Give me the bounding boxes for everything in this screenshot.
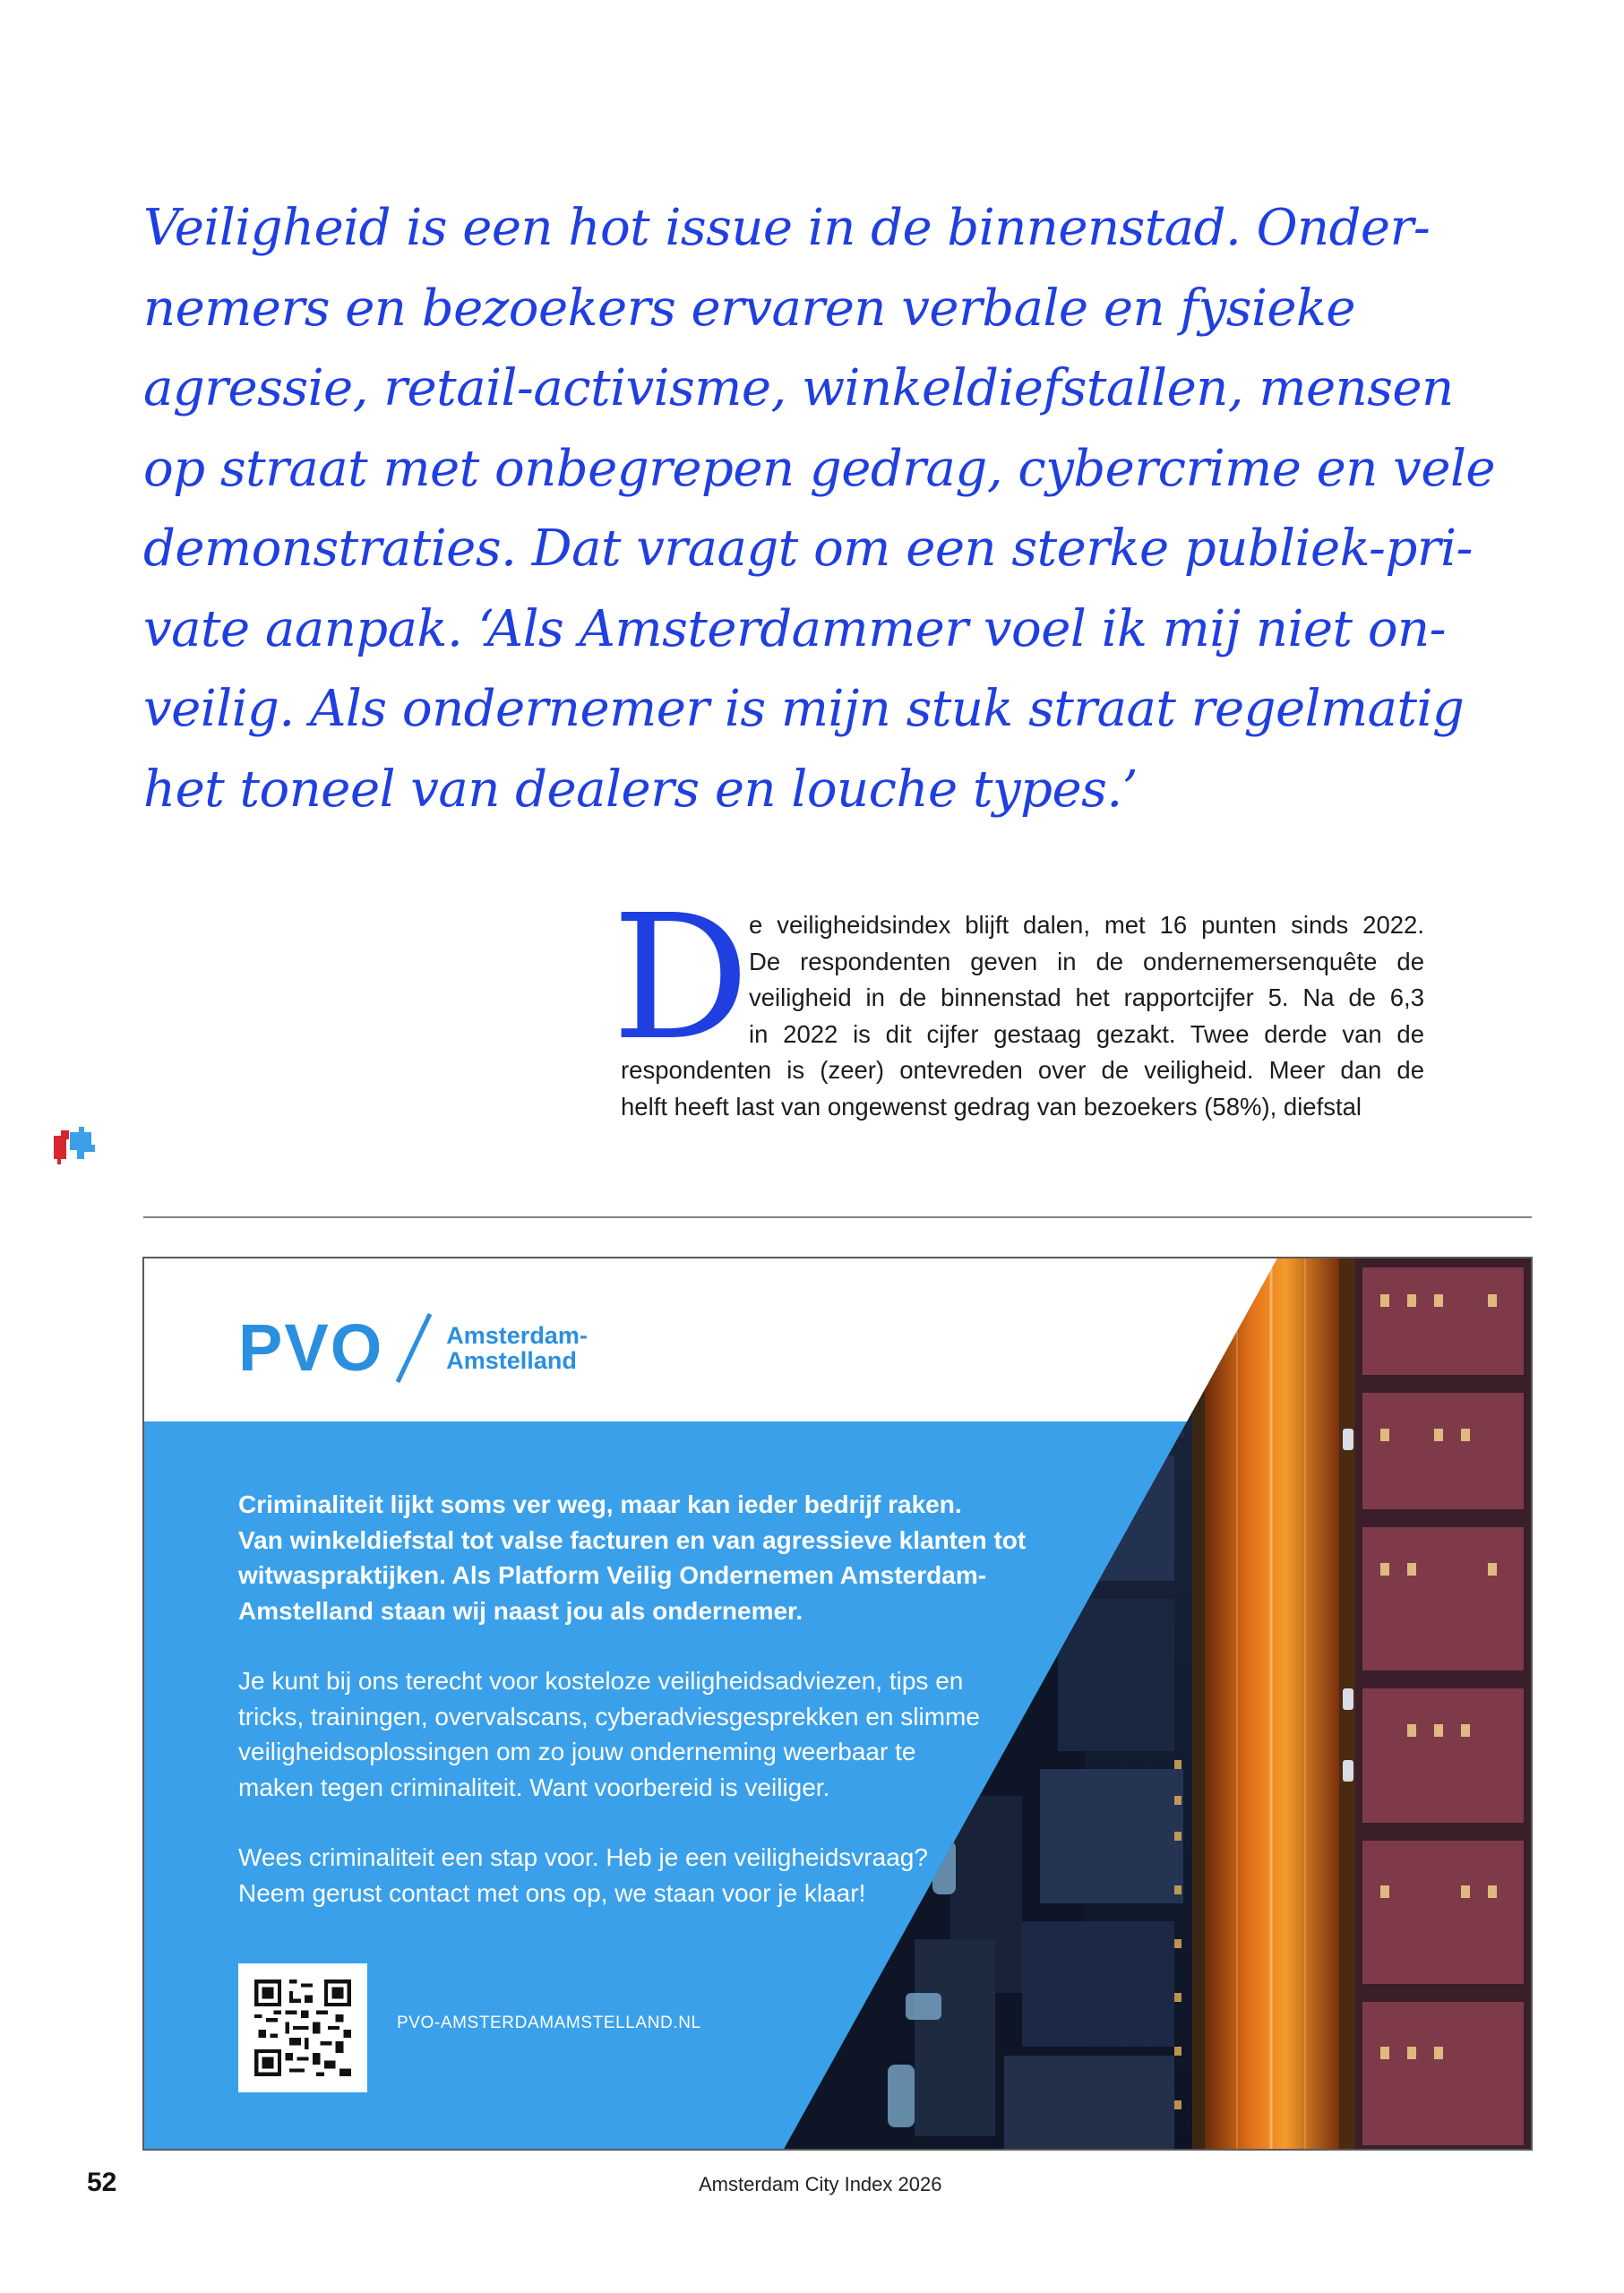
- ad-paragraph-intro: [238, 1487, 1134, 1628]
- pvo-website-link[interactable]: PVO-AMSTERDAMAMSTELLAND.NL: [397, 2014, 701, 2032]
- publication-mark-icon: [50, 1127, 95, 1166]
- pvo-logo-place: [446, 1323, 588, 1373]
- intro-line: vate aanpak. ‘Als Amsterdammer voel ik mij niet on-: [143, 599, 1447, 658]
- ad-line: veiligheidsoplossingen om zo jouw onderneming weerbaar te: [238, 1738, 916, 1765]
- ad-line: Criminaliteit lijkt soms ver weg, maar kan ieder bedrijf raken.: [238, 1490, 962, 1518]
- ad-line: witwaspraktijken. Als Platform Veilig Ondernemen Amsterdam-: [238, 1561, 987, 1589]
- intro-line: op straat met onbegrepen gedrag, cybercrime en vele: [143, 439, 1496, 498]
- intro-line: agressie, retail-activisme, winkeldiefstallen, mensen: [143, 359, 1454, 417]
- page-number: 52: [87, 2168, 117, 2197]
- ad-line: maken tegen criminaliteit. Want voorbereid is veiliger.: [238, 1773, 830, 1801]
- publication-title: Amsterdam City Index 2026: [699, 2173, 942, 2195]
- intro-line: het toneel van dealers en louche types.’: [143, 760, 1138, 819]
- logo-place-line: Amsterdam-: [446, 1322, 588, 1349]
- qr-code[interactable]: [238, 1963, 367, 2092]
- qr-code-icon: [254, 1980, 351, 2076]
- pvo-logo: [238, 1312, 588, 1384]
- ad-paragraph-contact: [238, 1840, 1134, 1911]
- ad-line: Van winkeldiefstal tot valse facturen en van agressieve klanten tot: [238, 1525, 1027, 1554]
- intro-line: demonstraties. Dat vraagt om een sterke publiek-pri-: [143, 520, 1473, 578]
- logo-slash-icon: [387, 1312, 441, 1384]
- intro-line: Veiligheid is een hot issue in de binnenstad. Onder-: [143, 199, 1431, 257]
- intro-quote: [143, 188, 1541, 829]
- ad-line: Amstelland staan wij naast jou als ondernemer.: [238, 1596, 803, 1625]
- ad-line: tricks, trainingen, overvalscans, cyberadviesgesprekken en slimme: [238, 1702, 980, 1730]
- intro-line: nemers en bezoekers ervaren verbale en fysieke: [143, 279, 1356, 338]
- article-line: veiligheid in de binnenstad het rapportcijfer 5. Na de 6,3: [749, 983, 1424, 1012]
- article-body: [621, 907, 1424, 1126]
- pvo-advertisement: [142, 1257, 1533, 2151]
- article-line: helft heeft last van ongewenst gedrag van bezoekers (58%), diefstal: [621, 1092, 1362, 1121]
- drop-cap: D: [612, 879, 750, 1078]
- article-line: e veiligheidsindex blijft dalen, met 16 punten sinds 2022.: [749, 911, 1424, 939]
- article-line: in 2022 is dit cijfer gestaag gezakt. Twee derde van de: [749, 1019, 1424, 1048]
- intro-line: veilig. Als ondernemer is mijn stuk straat regelmatig: [143, 680, 1465, 738]
- ad-line: Je kunt bij ons terecht voor kosteloze veiligheidsadviezen, tips en: [238, 1667, 964, 1695]
- ad-paragraph-services: [238, 1663, 1134, 1805]
- ad-line: Wees criminaliteit een stap voor. Heb je een veiligheidsvraag?: [238, 1843, 928, 1871]
- article-line: De respondenten geven in de ondernemersenquête de: [749, 947, 1424, 975]
- ad-line: Neem gerust contact met ons op, we staan voor je klaar!: [238, 1878, 866, 1907]
- pvo-logo-letters: PVO: [238, 1310, 384, 1385]
- article-line: respondenten is (zeer) ontevreden over de veiligheid. Meer dan de: [621, 1056, 1424, 1085]
- section-divider: [143, 1216, 1532, 1218]
- logo-place-line: Amstelland: [446, 1347, 577, 1374]
